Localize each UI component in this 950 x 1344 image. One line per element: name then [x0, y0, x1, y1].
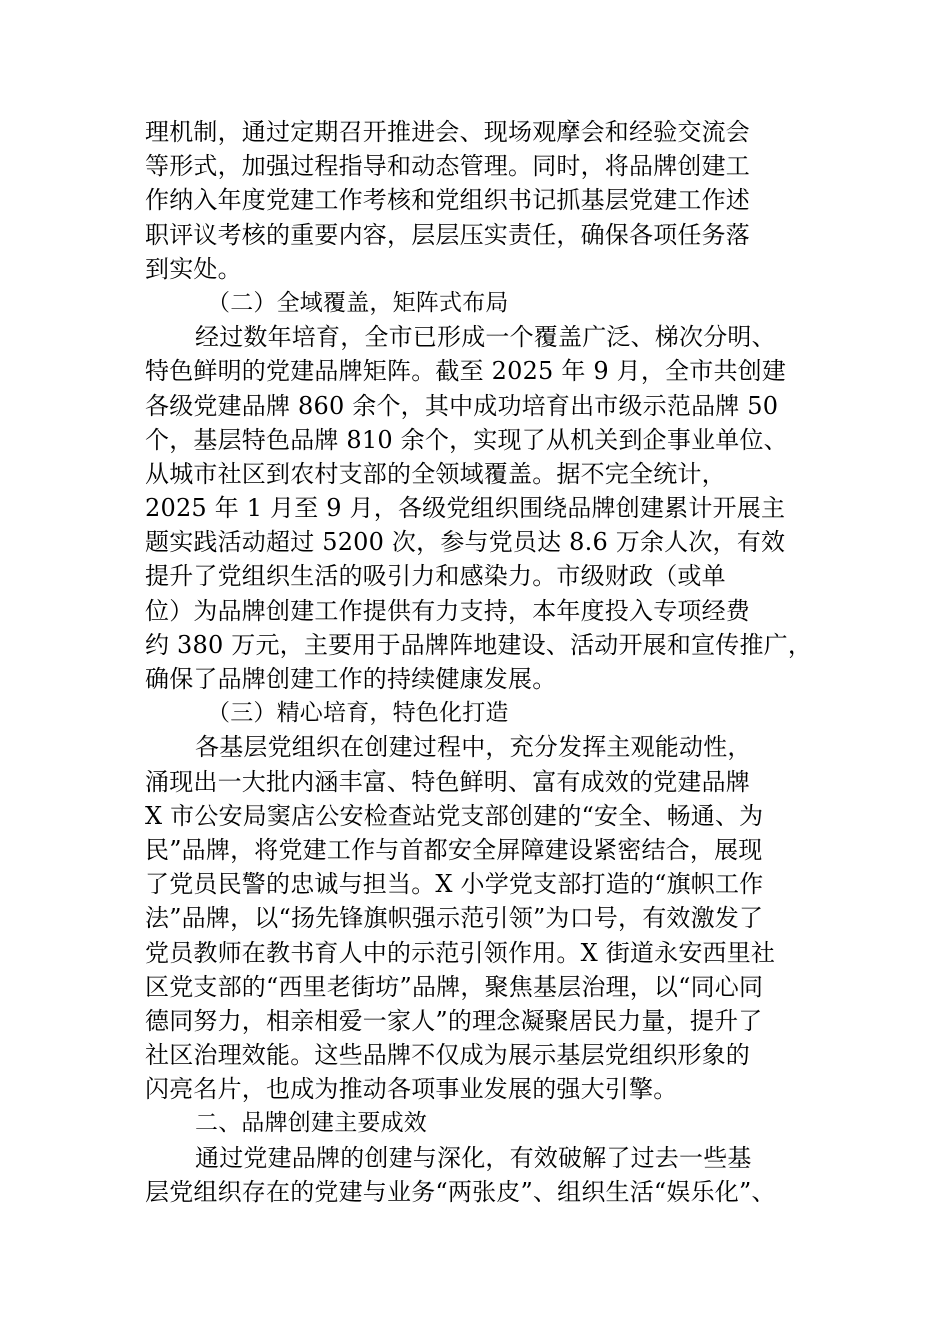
paragraph-line: 区党支部的“西里老街坊”品牌，聚焦基层治理，以“同心同: [145, 972, 764, 1001]
paragraph-line: 位）为品牌创建工作提供有力支持，本年度投入专项经费: [145, 596, 750, 625]
paragraph-line: 职评议考核的重要内容，层层压实责任，确保各项任务落: [145, 220, 750, 249]
paragraph-line: 德同努力，相亲相爱一家人”的理念凝聚居民力量，提升了: [145, 1006, 763, 1035]
paragraph-line: 到实处。: [145, 254, 242, 283]
paragraph-line: 闪亮名片，也成为推动各项事业发展的强大引擎。: [145, 1075, 678, 1104]
paragraph-line: 各级党建品牌 860 余个，其中成功培育出市级示范品牌 50: [145, 391, 779, 420]
paragraph-line: 题实践活动超过 5200 次，参与党员达 8.6 万余人次，有效: [145, 528, 786, 557]
paragraph-line: 民”品牌，将党建工作与首都安全屏障建设紧密结合，展现: [145, 835, 763, 864]
chapter-heading: 二、品牌创建主要成效: [195, 1110, 427, 1137]
section-heading: （二）全域覆盖，矩阵式布局: [207, 289, 509, 316]
paragraph-line: 约 380 万元，主要用于品牌阵地建设、活动开展和宣传推广，: [145, 630, 813, 659]
paragraph-line: 经过数年培育，全市已形成一个覆盖广泛、梯次分明、: [195, 323, 776, 352]
paragraph-line: 党员教师在教书育人中的示范引领作用。X 街道永安西里社: [145, 938, 776, 967]
paragraph-line: 等形式，加强过程指导和动态管理。同时，将品牌创建工: [145, 152, 750, 181]
paragraph-line: 作纳入年度党建工作考核和党组织书记抓基层党建工作述: [145, 186, 750, 215]
paragraph-line: 通过党建品牌的创建与深化，有效破解了过去一些基: [195, 1143, 752, 1172]
paragraph-line: 2025 年 1 月至 9 月，各级党组织围绕品牌创建累计开展主: [145, 494, 786, 523]
document-body: [145, 115, 825, 1209]
paragraph-line: 法”品牌，以“扬先锋旗帜强示范引领”为口号，有效激发了: [145, 904, 764, 933]
paragraph-line: 涌现出一大批内涵丰富、特色鲜明、富有成效的党建品牌: [145, 767, 750, 796]
paragraph-line: 从城市社区到农村支部的全领域覆盖。据不完全统计，: [145, 459, 726, 488]
paragraph-line: 个，基层特色品牌 810 余个，实现了从机关到企事业单位、: [145, 425, 788, 454]
paragraph-line: 提升了党组织生活的吸引力和感染力。市级财政（或单: [145, 562, 726, 591]
paragraph-line: 层党组织存在的党建与业务“两张皮”、组织生活“娱乐化”、: [145, 1177, 776, 1206]
paragraph-line: 各基层党组织在创建过程中，充分发挥主观能动性，: [195, 733, 752, 762]
paragraph-line: 确保了品牌创建工作的持续健康发展。: [145, 665, 557, 693]
paragraph-line: 理机制，通过定期召开推进会、现场观摩会和经验交流会: [145, 118, 750, 146]
section-heading: （三）精心培育，特色化打造: [207, 700, 509, 727]
paragraph-line: X 市公安局窦店公安检查站党支部创建的“安全、畅通、为: [145, 801, 764, 830]
paragraph-line: 特色鲜明的党建品牌矩阵。截至 2025 年 9 月，全市共创建: [145, 357, 787, 386]
paragraph-line: 社区治理效能。这些品牌不仅成为展示基层党组织形象的: [145, 1041, 750, 1070]
paragraph-line: 了党员民警的忠诚与担当。X 小学党支部打造的“旗帜工作: [145, 870, 764, 899]
